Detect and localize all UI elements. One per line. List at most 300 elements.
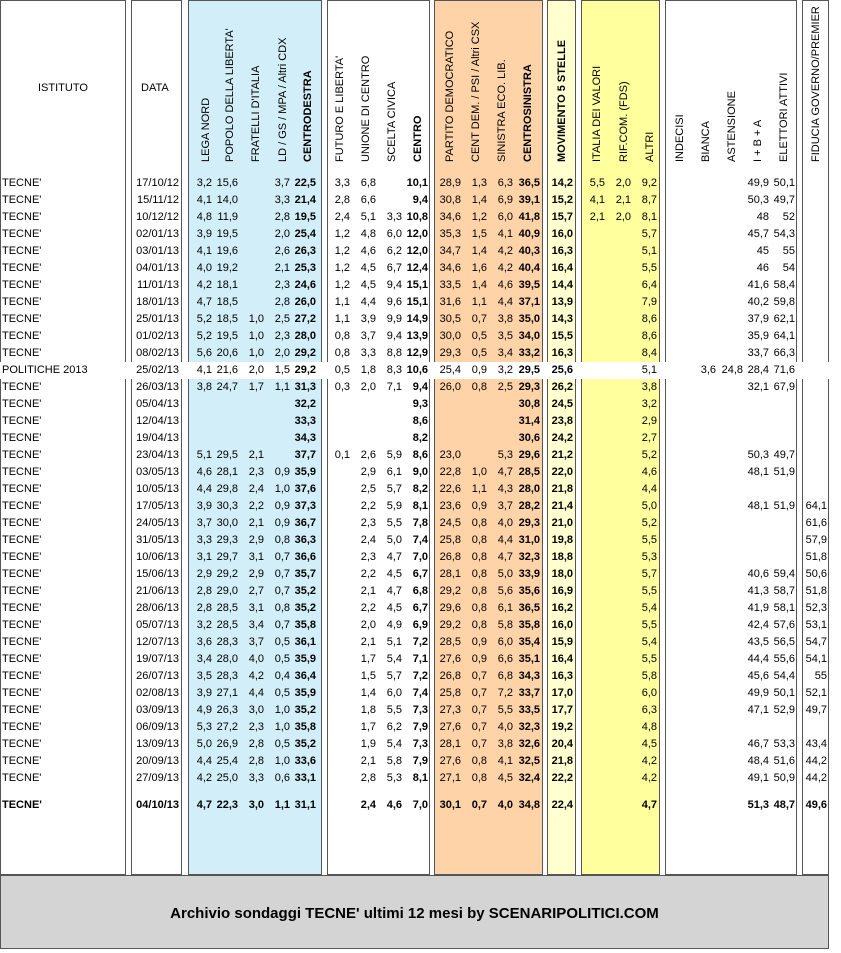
cell-elettori: 50,9 <box>773 772 795 784</box>
cell-istituto: TECNE' <box>2 687 42 699</box>
cell-m5s: 22,2 <box>551 772 573 784</box>
cell-fdi: 2,9 <box>248 534 264 546</box>
cell-pd: 27,6 <box>439 653 461 665</box>
cell-m5s: 16,4 <box>551 653 573 665</box>
cell-lega: 4,2 <box>196 772 212 784</box>
cell-udc: 2,1 <box>360 585 376 597</box>
cell-udc: 2,5 <box>360 483 376 495</box>
cell-centrodestra: 37,3 <box>294 500 316 512</box>
cell-elettori: 54,4 <box>773 670 795 682</box>
cell-istituto: TECNE' <box>2 194 42 206</box>
cell-istituto: TECNE' <box>2 517 42 529</box>
cell-pdl: 27,1 <box>216 687 238 699</box>
cell-lega: 4,8 <box>196 211 212 223</box>
cell-centro: 7,1 <box>412 653 428 665</box>
cell-fdi: 1,0 <box>248 313 264 325</box>
cell-altri: 5,5 <box>641 585 657 597</box>
cell-centrosinistra: 39,5 <box>518 279 540 291</box>
cell-centrosinistra: 34,8 <box>518 799 540 811</box>
table-row <box>0 617 829 634</box>
cell-ld: 1,0 <box>274 704 290 716</box>
cell-istituto: TECNE' <box>2 772 42 784</box>
cell-istituto: TECNE' <box>2 670 42 682</box>
table-row <box>0 736 829 753</box>
cell-fdi: 3,0 <box>248 704 264 716</box>
cell-centrosinistra: 29,3 <box>518 517 540 529</box>
cell-istituto: POLITICHE 2013 <box>2 364 88 376</box>
cell-altri: 4,2 <box>641 772 657 784</box>
cell-centrosinistra: 28,2 <box>518 500 540 512</box>
cell-m5s: 21,0 <box>551 517 573 529</box>
cell-centro: 12,4 <box>406 262 428 274</box>
cell-centro: 9,0 <box>412 466 428 478</box>
cell-altri: 5,2 <box>641 449 657 461</box>
cell-udc: 1,8 <box>360 704 376 716</box>
cell-ld: 2,8 <box>274 211 290 223</box>
cell-sel: 4,7 <box>497 466 513 478</box>
cell-sel: 2,5 <box>497 381 513 393</box>
cell-ld: 0,9 <box>274 517 290 529</box>
table-row <box>0 651 829 668</box>
cell-centrodestra: 31,1 <box>294 799 316 811</box>
cell-elettori: 71,6 <box>773 364 795 376</box>
cell-centrosinistra: 30,8 <box>518 398 540 410</box>
cell-altri: 8,4 <box>641 347 657 359</box>
cell-pdl: 19,5 <box>216 330 238 342</box>
cell-altri: 6,4 <box>641 279 657 291</box>
cell-pd: 30,5 <box>439 313 461 325</box>
cell-sc: 5,5 <box>386 517 402 529</box>
cell-data: 04/10/13 <box>136 799 179 811</box>
cell-cd: 0,7 <box>471 670 487 682</box>
cell-m5s: 16,3 <box>551 347 573 359</box>
header-ld: LD / GS / MPA / Altri CDX <box>277 37 289 162</box>
cell-centro: 12,0 <box>406 228 428 240</box>
cell-istituto: TECNE' <box>2 738 42 750</box>
cell-centrosinistra: 29,3 <box>518 381 540 393</box>
cell-centrodestra: 25,3 <box>294 262 316 274</box>
cell-cd: 1,1 <box>471 296 487 308</box>
cell-ld: 0,7 <box>274 585 290 597</box>
table-row <box>0 770 829 787</box>
cell-sel: 6,0 <box>497 636 513 648</box>
cell-udc: 1,7 <box>360 653 376 665</box>
cell-fdi: 1,0 <box>248 330 264 342</box>
cell-ib: 35,9 <box>747 330 769 342</box>
cell-istituto: TECNE' <box>2 799 42 811</box>
cell-sc: 4,6 <box>386 799 402 811</box>
cell-centrosinistra: 35,0 <box>518 313 540 325</box>
cell-centrosinistra: 33,7 <box>518 687 540 699</box>
cell-fiducia: 64,1 <box>805 500 827 512</box>
cell-elettori: 55,6 <box>773 653 795 665</box>
cell-centro: 8,1 <box>412 500 428 512</box>
cell-pdl: 30,0 <box>216 517 238 529</box>
cell-data: 02/08/13 <box>136 687 179 699</box>
cell-ib: 45 <box>756 245 769 257</box>
table-row <box>0 702 829 719</box>
cell-sc: 9,4 <box>386 330 402 342</box>
cell-lega: 5,2 <box>196 330 212 342</box>
header-lega: LEGA NORD <box>200 97 212 162</box>
cell-centrodestra: 35,9 <box>294 466 316 478</box>
cell-elettori: 59,4 <box>773 568 795 580</box>
cell-centro: 9,3 <box>412 398 428 410</box>
cell-data: 18/01/13 <box>136 296 179 308</box>
cell-sel: 5,8 <box>497 619 513 631</box>
header-data: DATA <box>141 82 169 94</box>
table-row <box>0 294 829 311</box>
cell-lega: 3,5 <box>196 670 212 682</box>
cell-centro: 8,2 <box>412 432 428 444</box>
cell-istituto: TECNE' <box>2 755 42 767</box>
cell-fli: 1,1 <box>334 313 350 325</box>
cell-ib: 37,9 <box>747 313 769 325</box>
cell-sc: 5,0 <box>386 534 402 546</box>
cell-pdl: 30,3 <box>216 500 238 512</box>
cell-ld: 0,8 <box>274 602 290 614</box>
cell-ib: 40,2 <box>747 296 769 308</box>
cell-sel: 4,4 <box>497 534 513 546</box>
cell-centrodestra: 36,3 <box>294 534 316 546</box>
cell-ld: 0,5 <box>274 636 290 648</box>
cell-pdl: 26,9 <box>216 738 238 750</box>
cell-m5s: 16,9 <box>551 585 573 597</box>
cell-ib: 43,5 <box>747 636 769 648</box>
cell-cd: 0,8 <box>471 551 487 563</box>
header-bianca: BIANCA <box>700 121 712 162</box>
cell-pdl: 25,4 <box>216 755 238 767</box>
table-row <box>0 600 829 617</box>
cell-elettori: 48,7 <box>773 799 795 811</box>
cell-centrosinistra: 28,0 <box>518 483 540 495</box>
cell-data: 28/06/13 <box>136 602 179 614</box>
cell-centro: 10,8 <box>406 211 428 223</box>
cell-pd: 28,1 <box>439 568 461 580</box>
cell-centro: 6,8 <box>412 585 428 597</box>
cell-pd: 26,8 <box>439 670 461 682</box>
cell-ib: 47,1 <box>747 704 769 716</box>
cell-altri: 5,1 <box>641 364 657 376</box>
cell-sel: 4,0 <box>497 721 513 733</box>
table-row <box>0 175 829 192</box>
cell-centrosinistra: 36,5 <box>518 177 540 189</box>
cell-lega: 2,8 <box>196 602 212 614</box>
cell-ld: 2,0 <box>274 347 290 359</box>
cell-elettori: 56,5 <box>773 636 795 648</box>
cell-istituto: TECNE' <box>2 415 42 427</box>
cell-data: 10/05/13 <box>136 483 179 495</box>
cell-centrodestra: 33,3 <box>294 415 316 427</box>
cell-centro: 15,1 <box>406 279 428 291</box>
cell-pd: 34,7 <box>439 245 461 257</box>
cell-centro: 7,9 <box>412 755 428 767</box>
cell-cd: 1,0 <box>471 466 487 478</box>
cell-ld: 0,4 <box>274 670 290 682</box>
cell-udc: 2,6 <box>360 449 376 461</box>
cell-pd: 22,6 <box>439 483 461 495</box>
cell-data: 08/02/13 <box>136 347 179 359</box>
cell-fdi: 1,7 <box>248 381 264 393</box>
cell-pdl: 18,5 <box>216 296 238 308</box>
cell-centro: 7,2 <box>412 670 428 682</box>
cell-sel: 4,4 <box>497 296 513 308</box>
cell-centrosinistra: 39,1 <box>518 194 540 206</box>
cell-m5s: 18,0 <box>551 568 573 580</box>
cell-sel: 3,4 <box>497 347 513 359</box>
cell-centrosinistra: 29,6 <box>518 449 540 461</box>
cell-fli: 1,1 <box>334 296 350 308</box>
cell-fdi: 2,1 <box>248 517 264 529</box>
cell-sc: 5,3 <box>386 772 402 784</box>
cell-altri: 5,4 <box>641 636 657 648</box>
cell-fli: 1,2 <box>334 279 350 291</box>
cell-sel: 4,2 <box>497 262 513 274</box>
cell-pdl: 28,1 <box>216 466 238 478</box>
cell-pd: 30,1 <box>439 799 461 811</box>
cell-udc: 4,4 <box>360 296 376 308</box>
cell-sc: 4,9 <box>386 619 402 631</box>
table-row <box>0 566 829 583</box>
cell-centrodestra: 35,2 <box>294 602 316 614</box>
cell-centrodestra: 29,2 <box>294 347 316 359</box>
cell-altri: 4,5 <box>641 738 657 750</box>
cell-centrosinistra: 31,4 <box>518 415 540 427</box>
cell-m5s: 25,6 <box>551 364 573 376</box>
cell-altri: 8,7 <box>641 194 657 206</box>
table-row <box>0 396 829 413</box>
cell-fdi: 2,3 <box>248 721 264 733</box>
cell-data: 13/09/13 <box>136 738 179 750</box>
cell-sc: 9,6 <box>386 296 402 308</box>
cell-elettori: 52 <box>782 211 795 223</box>
cell-sel: 4,6 <box>497 279 513 291</box>
cell-m5s: 23,8 <box>551 415 573 427</box>
cell-altri: 6,0 <box>641 687 657 699</box>
cell-sc: 5,1 <box>386 636 402 648</box>
cell-ib: 33,7 <box>747 347 769 359</box>
cell-sel: 6,3 <box>497 177 513 189</box>
cell-pd: 29,3 <box>439 347 461 359</box>
cell-centrosinistra: 31,0 <box>518 534 540 546</box>
cell-cd: 0,9 <box>471 500 487 512</box>
header-sel: SINISTRA ECO. LIB. <box>496 59 508 162</box>
table-row <box>0 685 829 702</box>
table-row <box>0 430 829 447</box>
cell-centro: 8,2 <box>412 483 428 495</box>
cell-fdi: 3,1 <box>248 551 264 563</box>
cell-ld: 2,1 <box>274 262 290 274</box>
cell-lega: 4,7 <box>196 296 212 308</box>
cell-pdl: 22,3 <box>216 799 238 811</box>
cell-centrosinistra: 40,4 <box>518 262 540 274</box>
cell-data: 02/01/13 <box>136 228 179 240</box>
cell-sel: 4,7 <box>497 551 513 563</box>
cell-ld: 0,5 <box>274 653 290 665</box>
cell-fli: 0,8 <box>334 330 350 342</box>
cell-fli: 2,8 <box>334 194 350 206</box>
cell-pd: 25,4 <box>439 364 461 376</box>
cell-centro: 8,1 <box>412 772 428 784</box>
cell-m5s: 17,7 <box>551 704 573 716</box>
cell-centrosinistra: 40,9 <box>518 228 540 240</box>
cell-cd: 0,8 <box>471 381 487 393</box>
cell-data: 05/04/13 <box>136 398 179 410</box>
cell-m5s: 15,7 <box>551 211 573 223</box>
cell-elettori: 66,3 <box>773 347 795 359</box>
cell-centrosinistra: 30,6 <box>518 432 540 444</box>
cell-centrosinistra: 33,5 <box>518 704 540 716</box>
cell-ib: 49,9 <box>747 687 769 699</box>
cell-sc: 7,1 <box>386 381 402 393</box>
cell-fdi: 2,4 <box>248 483 264 495</box>
cell-lega: 5,6 <box>196 347 212 359</box>
cell-altri: 8,6 <box>641 330 657 342</box>
cell-cd: 1,1 <box>471 483 487 495</box>
cell-sc: 4,5 <box>386 568 402 580</box>
cell-centrodestra: 26,3 <box>294 245 316 257</box>
table-row <box>0 464 829 481</box>
header-fdi: FRATELLI D'ITALIA <box>250 65 262 162</box>
cell-altri: 5,5 <box>641 262 657 274</box>
cell-istituto: TECNE' <box>2 619 42 631</box>
cell-centrodestra: 28,0 <box>294 330 316 342</box>
cell-centrosinistra: 32,5 <box>518 755 540 767</box>
cell-lega: 4,1 <box>196 245 212 257</box>
cell-ib: 46 <box>756 262 769 274</box>
cell-data: 12/04/13 <box>136 415 179 427</box>
cell-data: 10/12/12 <box>136 211 179 223</box>
cell-sel: 4,3 <box>497 483 513 495</box>
cell-sc: 9,4 <box>386 279 402 291</box>
cell-sc: 8,3 <box>386 364 402 376</box>
cell-cd: 0,5 <box>471 330 487 342</box>
table-row <box>0 260 829 277</box>
cell-pd: 27,6 <box>439 755 461 767</box>
cell-centro: 7,0 <box>412 551 428 563</box>
cell-sel: 5,5 <box>497 704 513 716</box>
cell-ld: 1,1 <box>274 799 290 811</box>
table-row <box>0 668 829 685</box>
cell-istituto: TECNE' <box>2 211 42 223</box>
cell-centro: 7,2 <box>412 636 428 648</box>
cell-data: 11/01/13 <box>136 279 179 291</box>
cell-data: 03/09/13 <box>136 704 179 716</box>
cell-sel: 6,9 <box>497 194 513 206</box>
cell-centrosinistra: 28,5 <box>518 466 540 478</box>
cell-fdi: 3,7 <box>248 636 264 648</box>
cell-ib: 41,6 <box>747 279 769 291</box>
cell-lega: 5,2 <box>196 313 212 325</box>
cell-ld: 0,8 <box>274 534 290 546</box>
cell-ib: 50,3 <box>747 449 769 461</box>
cell-udc: 6,6 <box>360 194 376 206</box>
cell-sc: 5,9 <box>386 500 402 512</box>
cell-pdl: 29,0 <box>216 585 238 597</box>
cell-centrodestra: 33,1 <box>294 772 316 784</box>
cell-fiducia: 53,1 <box>805 619 827 631</box>
cell-ld: 0,9 <box>274 466 290 478</box>
cell-lega: 3,4 <box>196 653 212 665</box>
cell-elettori: 64,1 <box>773 330 795 342</box>
cell-data: 10/06/13 <box>136 551 179 563</box>
table-row-latest <box>0 797 829 814</box>
cell-fdi: 2,9 <box>248 568 264 580</box>
cell-fdi: 4,4 <box>248 687 264 699</box>
cell-idv: 2,1 <box>589 211 605 223</box>
cell-sc: 6,0 <box>386 687 402 699</box>
cell-altri: 2,9 <box>641 415 657 427</box>
table-row <box>0 532 829 549</box>
cell-centro: 6,7 <box>412 602 428 614</box>
cell-centrodestra: 37,6 <box>294 483 316 495</box>
cell-sel: 4,1 <box>497 755 513 767</box>
cell-ib: 45,6 <box>747 670 769 682</box>
cell-m5s: 16,4 <box>551 262 573 274</box>
cell-cd: 0,7 <box>471 313 487 325</box>
cell-pdl: 28,5 <box>216 619 238 631</box>
cell-ld: 2,3 <box>274 330 290 342</box>
cell-altri: 5,7 <box>641 228 657 240</box>
cell-lega: 4,1 <box>196 194 212 206</box>
cell-fiducia: 54,1 <box>805 653 827 665</box>
cell-istituto: TECNE' <box>2 636 42 648</box>
cell-data: 25/02/13 <box>136 364 179 376</box>
cell-ld: 2,3 <box>274 279 290 291</box>
cell-fli: 0,3 <box>334 381 350 393</box>
cell-centrodestra: 21,4 <box>294 194 316 206</box>
cell-lega: 3,1 <box>196 551 212 563</box>
cell-centrodestra: 37,7 <box>294 449 316 461</box>
cell-centro: 10,6 <box>406 364 428 376</box>
table-row <box>0 277 829 294</box>
cell-fli: 0,8 <box>334 347 350 359</box>
cell-pdl: 29,5 <box>216 449 238 461</box>
cell-pdl: 28,3 <box>216 670 238 682</box>
cell-udc: 2,4 <box>360 799 376 811</box>
cell-centro: 7,8 <box>412 517 428 529</box>
cell-m5s: 22,0 <box>551 466 573 478</box>
cell-cd: 0,7 <box>471 799 487 811</box>
cell-istituto: TECNE' <box>2 585 42 597</box>
cell-pdl: 18,1 <box>216 279 238 291</box>
cell-altri: 5,5 <box>641 619 657 631</box>
cell-ld: 1,0 <box>274 755 290 767</box>
cell-altri: 4,7 <box>641 799 657 811</box>
cell-udc: 2,2 <box>360 602 376 614</box>
cell-data: 12/07/13 <box>136 636 179 648</box>
cell-fiducia: 55 <box>814 670 827 682</box>
cell-udc: 2,8 <box>360 772 376 784</box>
cell-centrodestra: 35,8 <box>294 721 316 733</box>
cell-elettori: 49,7 <box>773 194 795 206</box>
cell-centrodestra: 35,9 <box>294 653 316 665</box>
cell-altri: 4,8 <box>641 721 657 733</box>
cell-m5s: 16,2 <box>551 602 573 614</box>
cell-lega: 4,6 <box>196 466 212 478</box>
cell-centro: 7,3 <box>412 738 428 750</box>
cell-istituto: TECNE' <box>2 568 42 580</box>
table-row <box>0 311 829 328</box>
cell-istituto: TECNE' <box>2 449 42 461</box>
cell-centrodestra: 36,4 <box>294 670 316 682</box>
cell-pdl: 19,2 <box>216 262 238 274</box>
cell-sc: 5,5 <box>386 704 402 716</box>
cell-centrodestra: 35,2 <box>294 585 316 597</box>
cell-lega: 4,0 <box>196 262 212 274</box>
cell-ib: 46,7 <box>747 738 769 750</box>
cell-data: 03/05/13 <box>136 466 179 478</box>
